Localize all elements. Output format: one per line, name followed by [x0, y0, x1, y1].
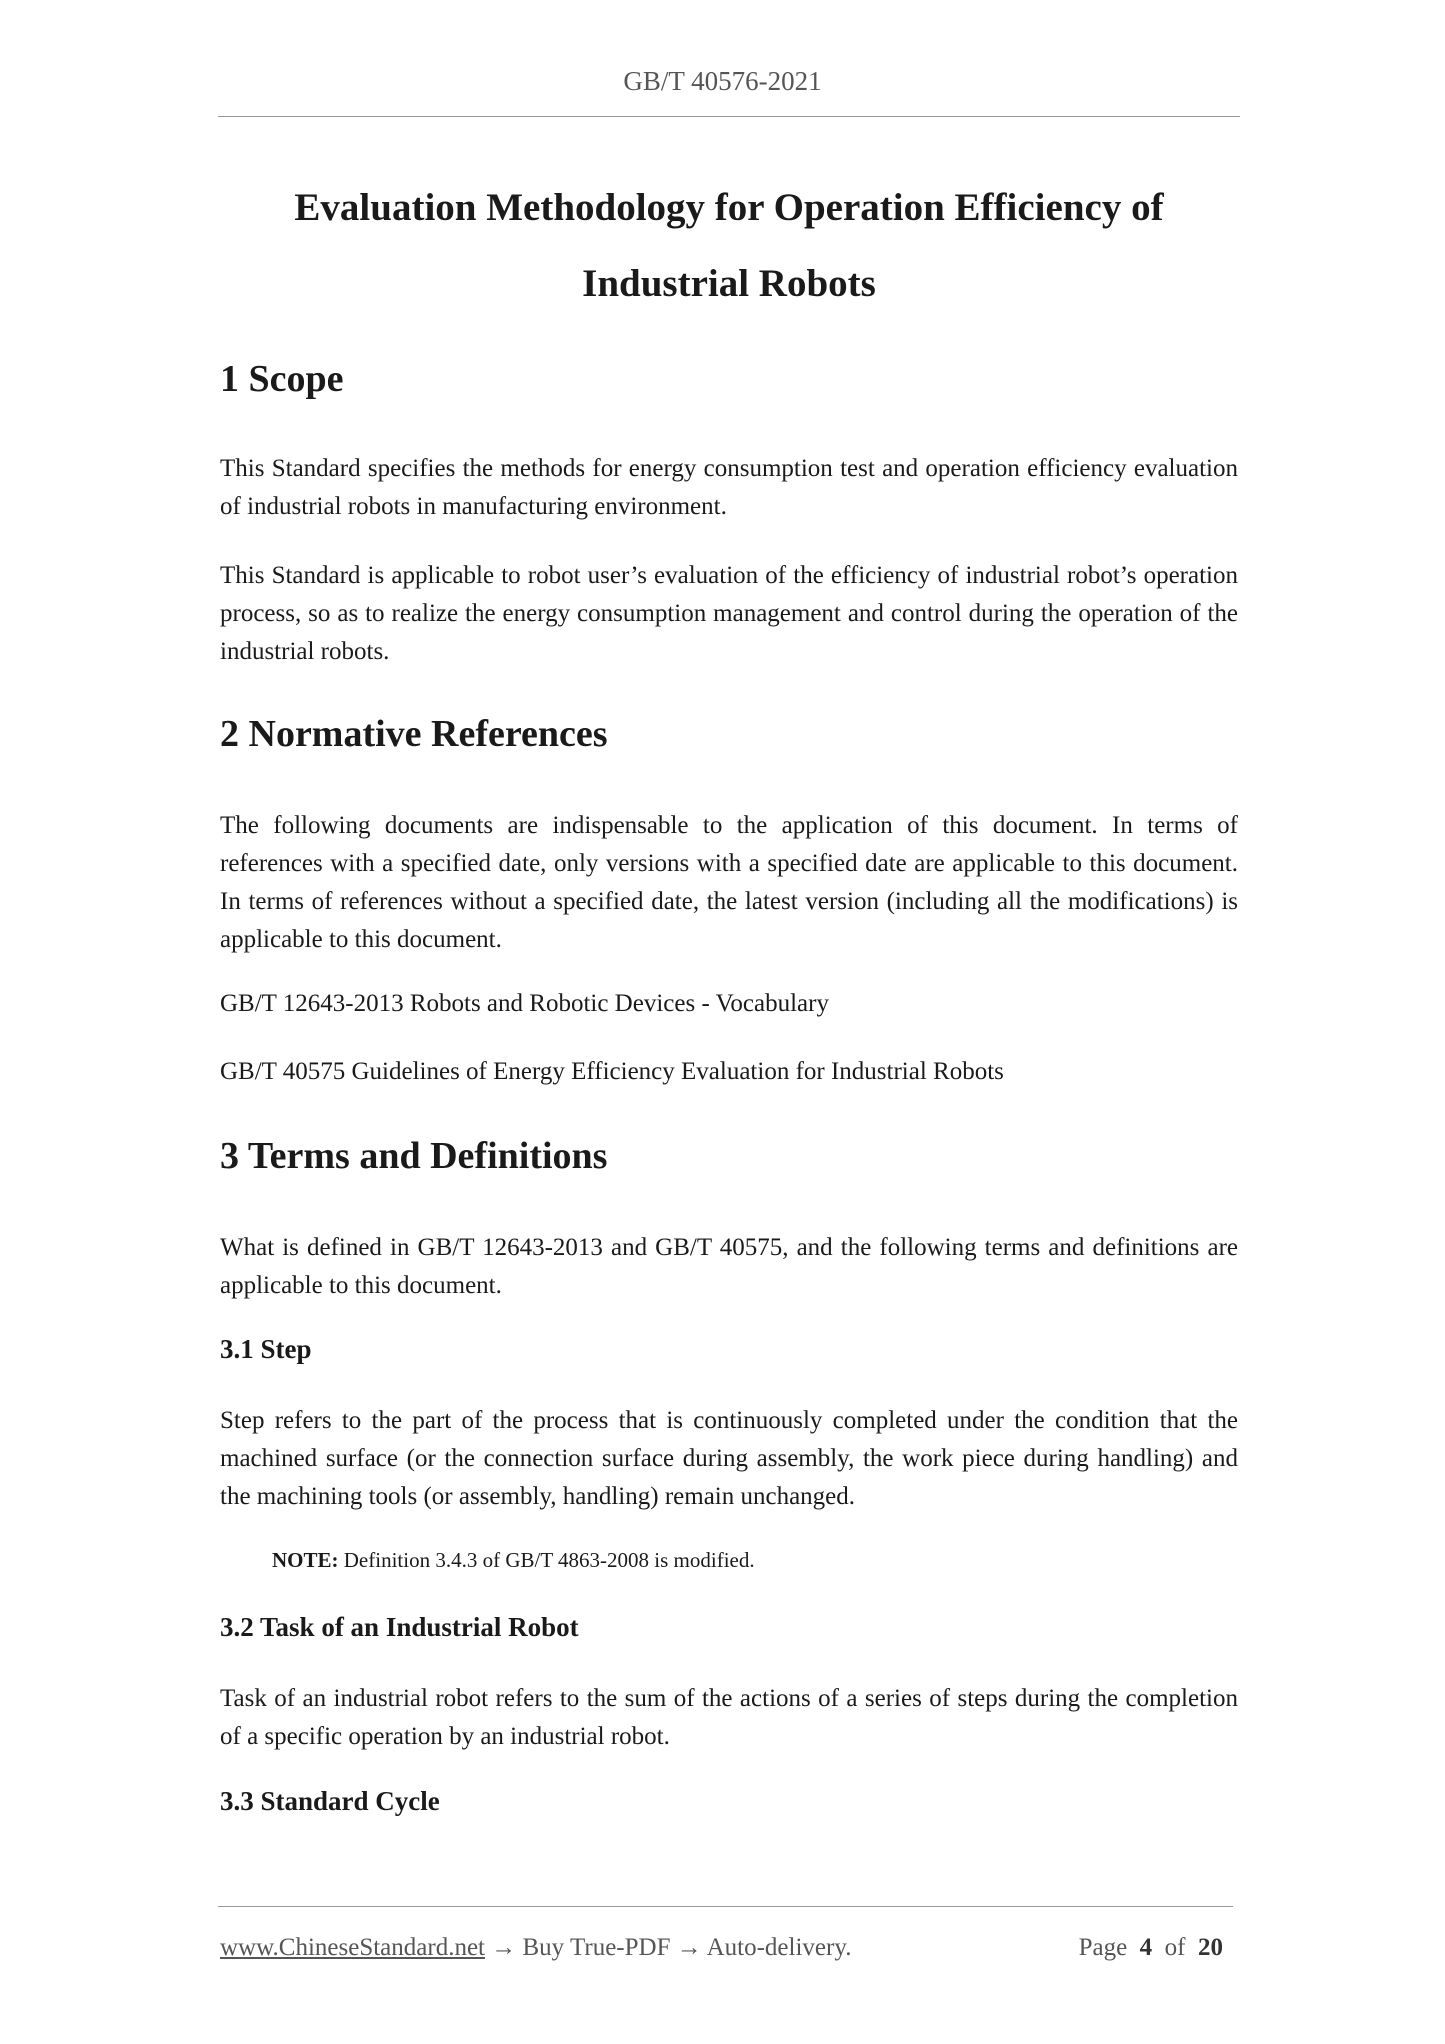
- total-pages: 20: [1198, 1934, 1223, 1961]
- subsection-3-1-paragraph: Step refers to the part of the process that is continuously completed under the condition that the machined surface (or the connection surface during assembly, the work piece during handling) and the machining tools (or assembly, handling) remain unchanged.: [220, 1407, 1238, 1510]
- subsection-3-3-heading: 3.3 Standard Cycle: [220, 1786, 440, 1816]
- title-line-1: Evaluation Methodology for Operation Efficiency of: [294, 186, 1164, 229]
- section-2-paragraph: The following documents are indispensable to the application of this document. In terms of references with a specified date, only versions with a specified date are applicable to this document. In terms of references without a specified date, the latest version (including all the modifications) is applicable to this document.: [220, 812, 1238, 953]
- footer-rule: [218, 1906, 1233, 1907]
- note-text: Definition 3.4.3 of GB/T 4863-2008 is modified.: [338, 1548, 755, 1572]
- running-header: GB/T 40576-2021: [623, 66, 822, 96]
- subsection-3-1-heading: 3.1 Step: [220, 1334, 312, 1364]
- note-label: NOTE:: [272, 1548, 339, 1572]
- note: [272, 1548, 755, 1573]
- section-1-paragraph-2: This Standard is applicable to robot user’s evaluation of the efficiency of industrial robot’s operation process, so as to realize the energy consumption management and control during the operation of the industrial robots.: [220, 562, 1238, 665]
- reference-item-2: GB/T 40575 Guidelines of Energy Efficiency Evaluation for Industrial Robots: [220, 1058, 1004, 1085]
- subsection-3-2-paragraph: Task of an industrial robot refers to the sum of the actions of a series of steps during the completion of a specific operation by an industrial robot.: [220, 1685, 1238, 1750]
- page-number: Page 4 of 20: [1078, 1934, 1223, 1961]
- reference-item-1: GB/T 12643-2013 Robots and Robotic Devices - Vocabulary: [220, 990, 829, 1017]
- website-link[interactable]: www.ChineseStandard.net: [220, 1934, 485, 1961]
- section-3-heading: 3 Terms and Definitions: [220, 1135, 608, 1177]
- title-line-2: Industrial Robots: [582, 262, 876, 305]
- footer-promo-text: → Buy True-PDF → Auto-delivery.: [485, 1934, 852, 1961]
- subsection-3-2-heading: 3.2 Task of an Industrial Robot: [220, 1612, 579, 1642]
- section-1-heading: 1 Scope: [220, 358, 344, 400]
- footer-promo: [220, 1934, 851, 1962]
- section-3-paragraph: What is defined in GB/T 12643-2013 and GB/T 40575, and the following terms and definitions are applicable to this document.: [220, 1234, 1238, 1299]
- current-page: 4: [1139, 1934, 1153, 1961]
- section-2-heading: 2 Normative References: [220, 713, 608, 755]
- document-title: [218, 170, 1240, 322]
- header-rule: [218, 116, 1240, 117]
- section-1-paragraph-1: This Standard specifies the methods for energy consumption test and operation efficiency evaluation of industrial robots in manufacturing environment.: [220, 455, 1238, 520]
